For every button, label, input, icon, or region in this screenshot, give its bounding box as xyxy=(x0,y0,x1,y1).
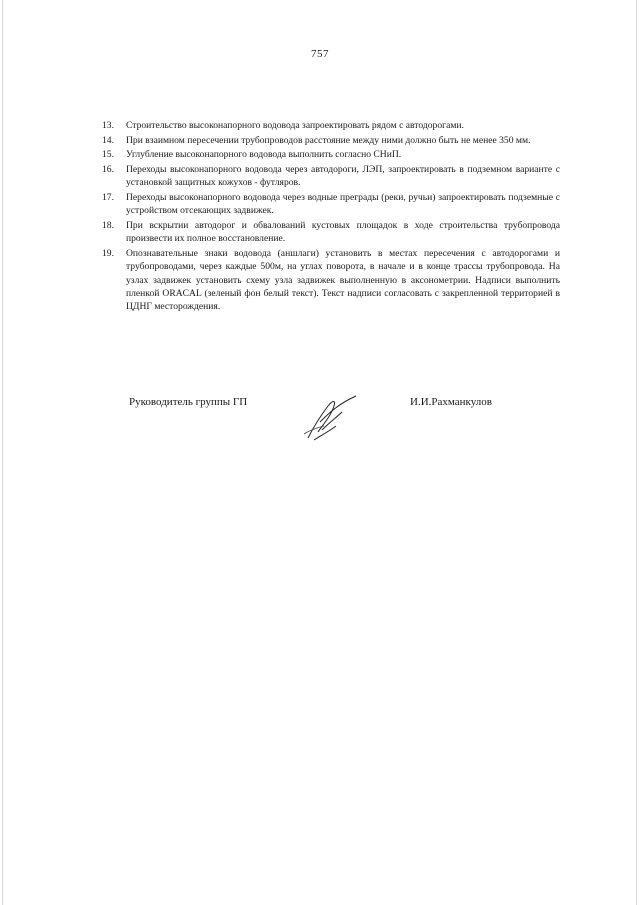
list-item xyxy=(102,219,560,246)
item-number: 17. xyxy=(102,191,114,203)
list-item xyxy=(102,148,560,161)
list-item xyxy=(102,163,560,190)
item-number: 16. xyxy=(102,163,114,175)
signatory-role: Руководитель группы ГП xyxy=(129,396,248,408)
item-number: 18. xyxy=(102,219,114,231)
right-scan-edge xyxy=(636,0,637,905)
item-text: При взаимном пересечении трубопроводов расстояние между ними должно быть не менее 350 мм. xyxy=(126,134,531,146)
item-number: 13. xyxy=(102,120,114,131)
item-number: 15. xyxy=(102,149,114,161)
numbered-list xyxy=(102,119,560,315)
list-item xyxy=(102,247,560,314)
signature-block xyxy=(0,392,640,452)
item-text: Строительство высоконапорного водовода запроектировать рядом с автодорогами. xyxy=(126,120,464,131)
list-item xyxy=(102,134,560,147)
page-number: 757 xyxy=(311,48,329,60)
item-text: Переходы высоконапорного водовода через автодороги, ЛЭП, запроектировать в подземном варианте с установкой защитных кожухов - футляров. xyxy=(126,163,560,189)
item-number: 14. xyxy=(102,134,114,146)
item-number: 19. xyxy=(102,247,114,259)
list-item xyxy=(102,191,560,218)
signatory-name: И.И.Рахманкулов xyxy=(410,396,492,408)
list-item xyxy=(102,119,560,132)
item-text: Углубление высоконапорного водовода выполнить согласно СНиП. xyxy=(126,149,402,161)
item-text: Переходы высоконапорного водовода через водные преграды (реки, ручьи) запроектировать подземные с устройством отсекающих задвижек. xyxy=(126,191,560,217)
item-text: Опознавательные знаки водовода (аншлаги) установить в местах пересечения с автодорогами и трубопроводами, через каждые 500м, на углах поворота, в начале и в конце трассы трубопровода. На узлах задвижек установить схему узла задвижек выполненную в аксонометрии. Надписи выполнить пленкой ORACAL (зеленый фон белый текст). Текст надписи согласовать с закрепленной территорией в ЦДНГ месторождения. xyxy=(126,247,560,313)
item-text: При вскрытии автодорог и обвалований кустовых площадок в ходе строительства трубопровода произвести их полное восстановление. xyxy=(126,219,560,245)
handwritten-signature xyxy=(298,392,368,444)
left-scan-edge xyxy=(2,0,3,905)
